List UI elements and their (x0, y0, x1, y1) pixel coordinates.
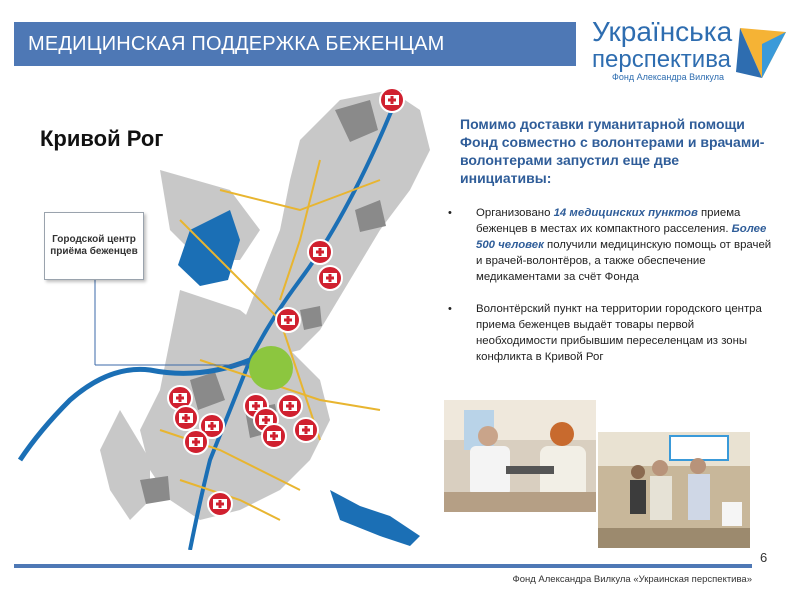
initiatives-list (448, 206, 778, 382)
reservoir-2 (330, 490, 420, 546)
bullet-volunteer-point (448, 302, 778, 366)
bullet1-text-a: Организовано (476, 207, 554, 219)
bullet1-highlight-people: Более 500 человек (476, 222, 767, 251)
foundation-logo (586, 12, 794, 84)
refugee-center-label: Городской центр приёма беженцев (44, 212, 144, 280)
bullet1-text-c: приема беженцев в местах их компактного расселения. (476, 207, 741, 235)
slide-title: МЕДИЦИНСКАЯ ПОДДЕРЖКА БЕЖЕНЦАМ (28, 32, 445, 55)
photo-medical-exam (444, 400, 596, 512)
medical-point-icon (262, 424, 286, 448)
medical-point-icon (184, 430, 208, 454)
footer-bar (14, 564, 752, 568)
initiatives-heading: Помимо доставки гуманитарной помощи Фонд совместно с волонтерами и врачами-волонтерами запустил еще две инициативы: (460, 116, 765, 186)
bullet2-text: Волонтёрский пункт на территории городского центра приема беженцев выдаёт товары первой необходимости прибывшим переселенцам из зоны конфликта в Кривой Рог (476, 302, 762, 363)
bullet-icon: • (448, 302, 452, 315)
refugee-center-marker (249, 346, 293, 390)
logo-line-1: Українська (592, 16, 733, 47)
page-number: 6 (760, 550, 768, 565)
medical-point-icon (318, 266, 342, 290)
logo-line-2: перспектива (592, 46, 732, 73)
title-banner (14, 22, 576, 66)
medical-point-icon (294, 418, 318, 442)
bullet-icon: • (448, 207, 452, 219)
bullet1-highlight-points: 14 медицинских пунктов (553, 207, 698, 219)
medical-point-icon (174, 406, 198, 430)
logo-triangle-icon (732, 22, 790, 80)
medical-point-icon (380, 88, 404, 112)
footer-text: Фонд Александра Вилкула «Украинская перспектива» (512, 574, 752, 585)
city-map (0, 80, 440, 550)
medical-point-icon (208, 492, 232, 516)
photo-volunteer-point (598, 432, 750, 548)
medical-point-icon (278, 394, 302, 418)
city-title: Кривой Рог (40, 126, 164, 151)
medical-point-icon (308, 240, 332, 264)
bullet1-text-e: получили медицинскую помощь от врачей и врачей-волонтёров, а также обеспечение медикаментами за счёт Фонда (476, 238, 772, 283)
logo-line-3: Фонд Александра Вилкула (612, 72, 724, 82)
bullet-medical-points (448, 206, 778, 286)
medical-point-icon (276, 308, 300, 332)
